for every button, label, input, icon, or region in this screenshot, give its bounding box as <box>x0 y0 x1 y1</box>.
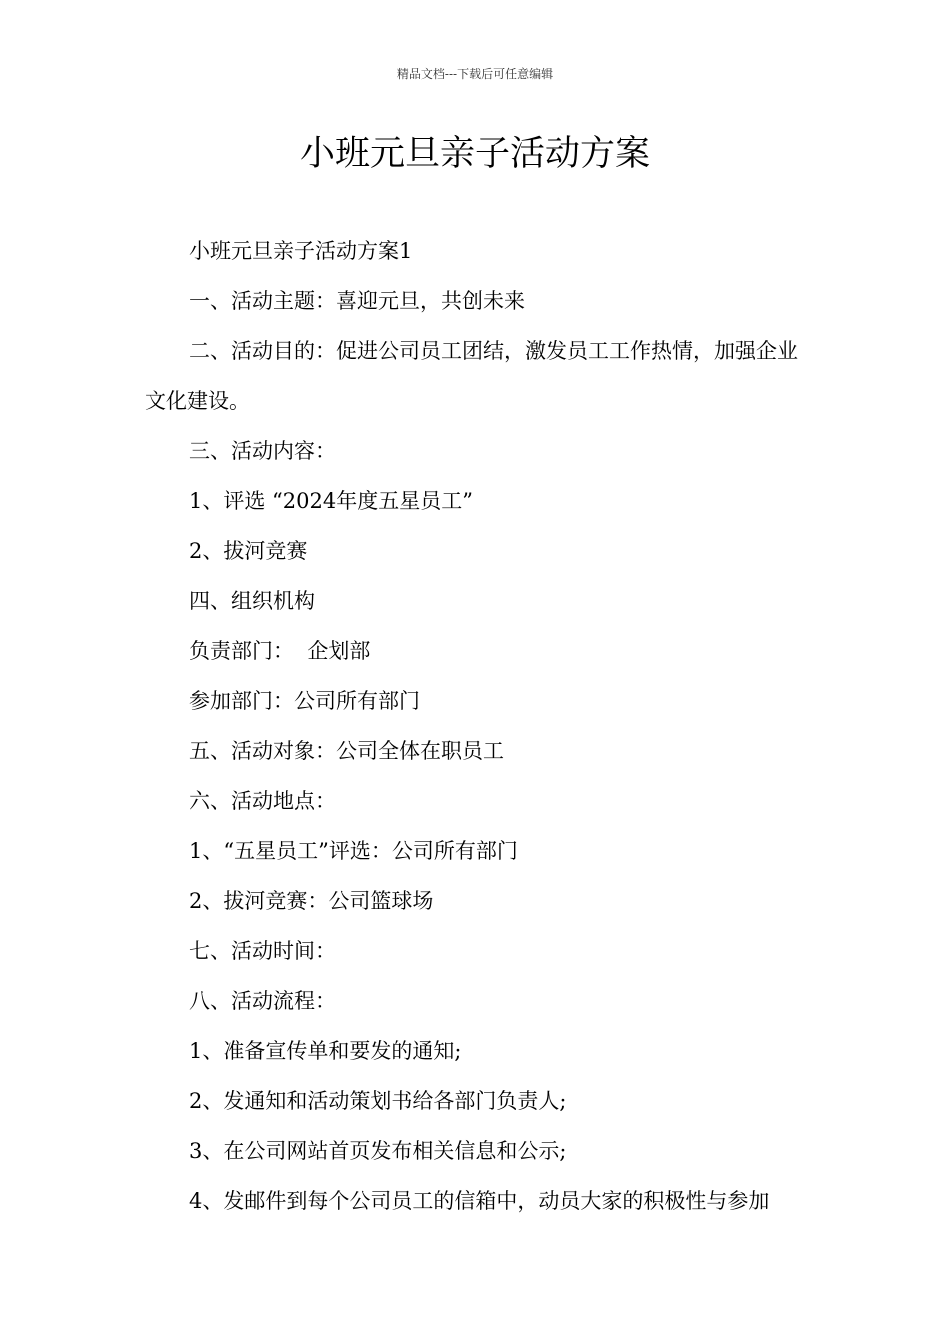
paragraph: 一、活动主题：喜迎元旦，共创未来 <box>189 289 525 313</box>
paragraph: 小班元旦亲子活动方案1 <box>189 239 413 263</box>
paragraph: 1、评选 “2024年度五星员工” <box>189 489 473 513</box>
paragraph: 2、发通知和活动策划书给各部门负责人; <box>189 1089 567 1113</box>
paragraph: 4、发邮件到每个公司员工的信箱中，动员大家的积极性与参加 <box>189 1189 770 1213</box>
paragraph: 二、活动目的：促进公司员工团结，激发员工工作热情，加强企业文化建设。 <box>145 339 798 413</box>
paragraph: 2、拔河竞赛 <box>189 539 308 563</box>
header-note: 精品文档---下载后可任意编辑 <box>396 67 554 81</box>
paragraph: 六、活动地点： <box>189 789 336 813</box>
document-title: 小班元旦亲子活动方案 <box>299 134 650 174</box>
paragraph: 五、活动对象：公司全体在职员工 <box>189 739 504 763</box>
paragraph: 三、活动内容： <box>189 439 336 463</box>
paragraph: 2、拔河竞赛：公司篮球场 <box>189 889 434 913</box>
paragraph: 1、“五星员工”评选：公司所有部门 <box>189 839 518 863</box>
document-body <box>145 226 807 1226</box>
paragraph: 七、活动时间： <box>189 939 336 963</box>
paragraph: 八、活动流程： <box>189 989 336 1013</box>
paragraph: 3、在公司网站首页发布相关信息和公示; <box>189 1139 567 1163</box>
paragraph: 参加部门：公司所有部门 <box>189 689 420 713</box>
paragraph: 1、准备宣传单和要发的通知; <box>189 1039 462 1063</box>
paragraph: 四、组织机构 <box>189 589 315 613</box>
paragraph: 负责部门： 企划部 <box>189 639 371 663</box>
